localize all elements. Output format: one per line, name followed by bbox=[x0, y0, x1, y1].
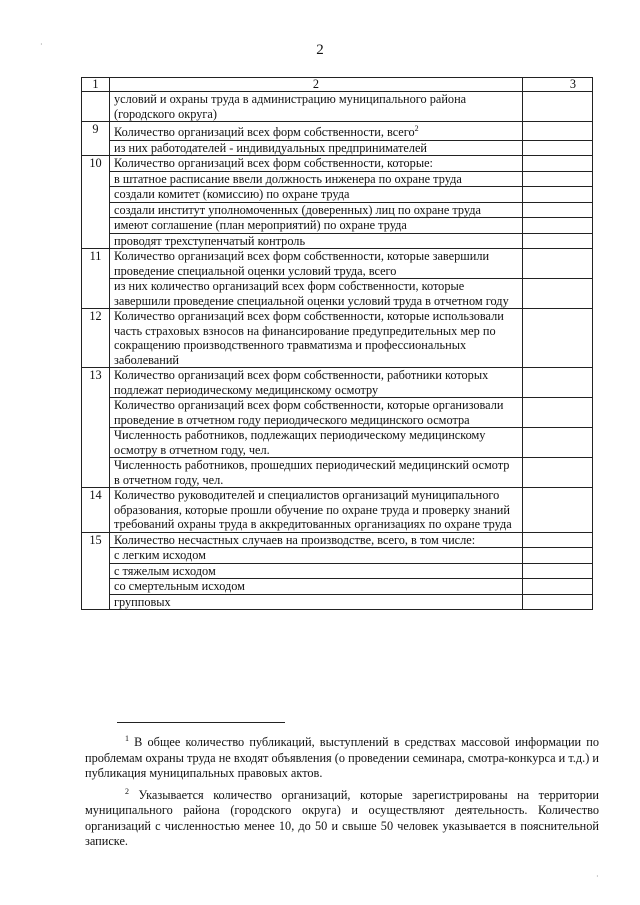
footnote-1 bbox=[85, 731, 599, 782]
footnote-text: Указывается количество организаций, которые зарегистрированы на территории муниципального района (городского округа) и осуществляют деятельность. Количество организаций с численностью менее 10, до 50 и свыше 50 человек указывается в пояснительной записке. bbox=[85, 787, 599, 849]
row-text-content: в штатное расписание ввели должность инженера по охране труда bbox=[114, 171, 462, 186]
table-row bbox=[82, 249, 593, 279]
row-text-content: Количество организаций всех форм собственности, которые завершили проведение специальной оценки условий труда, всего bbox=[114, 249, 490, 278]
row-text-content: из них работодателей - индивидуальных предпринимателей bbox=[114, 140, 427, 155]
report-table bbox=[81, 77, 593, 610]
row-text bbox=[110, 579, 523, 595]
row-text-content: Численность работников, подлежащих периодическому медицинскому осмотру в отчетном году, чел. bbox=[114, 428, 486, 457]
row-text-content: имеют соглашение (план мероприятий) по охране труда bbox=[114, 218, 407, 233]
row-text bbox=[110, 92, 523, 122]
row-value bbox=[523, 579, 593, 595]
row-value bbox=[523, 309, 593, 368]
table-row bbox=[82, 171, 593, 187]
footnote-text: В общее количество публикаций, выступлений в средствах массовой информации по проблемам охраны труда не входят объявления (о проведении семинара, смотра-конкурса и т.д.) и публикация муниципальных правовых актов. bbox=[85, 735, 599, 781]
row-text bbox=[110, 398, 523, 428]
row-value bbox=[523, 92, 593, 122]
table-row bbox=[82, 92, 593, 122]
row-number: 15 bbox=[82, 532, 110, 610]
row-text bbox=[110, 563, 523, 579]
page-number: 2 bbox=[316, 42, 324, 58]
row-value bbox=[523, 458, 593, 488]
row-text-content: Количество несчастных случаев на производстве, всего, в том числе: bbox=[114, 532, 476, 547]
table-row bbox=[82, 202, 593, 218]
row-value bbox=[523, 122, 593, 141]
row-text bbox=[110, 187, 523, 203]
row-text bbox=[110, 458, 523, 488]
row-text bbox=[110, 140, 523, 156]
row-text-content: из них количество организаций всех форм собственности, которые завершили проведение специальной оценки условий труда в отчетном году bbox=[114, 279, 509, 308]
table-body bbox=[82, 92, 593, 610]
header-col-1: 1 bbox=[82, 78, 110, 92]
footnote-mark: 1 bbox=[125, 734, 129, 743]
row-text bbox=[110, 428, 523, 458]
row-text bbox=[110, 249, 523, 279]
table-header-row bbox=[82, 78, 593, 92]
row-value bbox=[523, 594, 593, 610]
row-text-content: Количество организаций всех форм собственности, которые использовали часть страховых взносов на финансирование предупредительных мер по сокращению производственного травматизма и профессиональных заболеваний bbox=[114, 309, 504, 367]
row-value bbox=[523, 249, 593, 279]
header-col-3: 3 bbox=[523, 78, 593, 92]
row-text bbox=[110, 202, 523, 218]
row-text bbox=[110, 309, 523, 368]
row-text-content: Количество организаций всех форм собственности, которые: bbox=[114, 156, 433, 171]
row-value bbox=[523, 563, 593, 579]
row-text-content: Численность работников, прошедших периодический медицинский осмотр в отчетном году, чел. bbox=[114, 458, 510, 487]
row-value bbox=[523, 202, 593, 218]
row-number: 10 bbox=[82, 156, 110, 249]
footnote-divider bbox=[117, 722, 285, 723]
row-value bbox=[523, 218, 593, 234]
row-text bbox=[110, 171, 523, 187]
row-text bbox=[110, 233, 523, 249]
row-value bbox=[523, 187, 593, 203]
row-value bbox=[523, 233, 593, 249]
row-number: 14 bbox=[82, 488, 110, 533]
row-value bbox=[523, 532, 593, 548]
table-row bbox=[82, 594, 593, 610]
row-number: 9 bbox=[82, 122, 110, 156]
table-row bbox=[82, 156, 593, 172]
row-text bbox=[110, 532, 523, 548]
table-row bbox=[82, 218, 593, 234]
row-text bbox=[110, 122, 523, 141]
table-row bbox=[82, 122, 593, 141]
row-text-content: Количество организаций всех форм собственности, всего bbox=[114, 125, 415, 140]
footnote-2 bbox=[85, 784, 599, 850]
table-row bbox=[82, 563, 593, 579]
row-number bbox=[82, 92, 110, 122]
table-row bbox=[82, 548, 593, 564]
scan-speck: · bbox=[596, 872, 599, 881]
table-row bbox=[82, 309, 593, 368]
row-number: 13 bbox=[82, 368, 110, 488]
table-row bbox=[82, 368, 593, 398]
row-text-content: Количество руководителей и специалистов организаций муниципального образования, которые прошли обучение по охране труда и проверку знаний требований охраны труда в аккредитованных организациях по охране труда bbox=[114, 488, 512, 532]
row-text bbox=[110, 218, 523, 234]
row-text-content: Количество организаций всех форм собственности, работники которых подлежат периодическому медицинскому осмотру bbox=[114, 368, 489, 397]
row-number: 12 bbox=[82, 309, 110, 368]
table-row bbox=[82, 488, 593, 533]
table-row bbox=[82, 140, 593, 156]
row-text bbox=[110, 548, 523, 564]
row-text bbox=[110, 368, 523, 398]
table-row bbox=[82, 579, 593, 595]
row-value bbox=[523, 171, 593, 187]
row-number: 11 bbox=[82, 249, 110, 309]
row-value bbox=[523, 488, 593, 533]
row-text-content: создали комитет (комиссию) по охране труда bbox=[114, 187, 350, 202]
row-text-content: проводят трехступенчатый контроль bbox=[114, 233, 306, 248]
table-row bbox=[82, 532, 593, 548]
table-row bbox=[82, 233, 593, 249]
row-value bbox=[523, 368, 593, 398]
row-text bbox=[110, 488, 523, 533]
row-text-content: Количество организаций всех форм собственности, которые организовали проведение в отчетном году периодического медицинского осмотра bbox=[114, 398, 504, 427]
table-row bbox=[82, 428, 593, 458]
footnote-mark: 2 bbox=[125, 786, 129, 796]
row-value bbox=[523, 140, 593, 156]
footnotes bbox=[85, 731, 599, 852]
row-value bbox=[523, 548, 593, 564]
row-text-content: с тяжелым исходом bbox=[114, 563, 216, 578]
row-text-content: создали институт уполномоченных (доверенных) лиц по охране труда bbox=[114, 202, 482, 217]
row-value bbox=[523, 428, 593, 458]
row-text-content: с легким исходом bbox=[114, 548, 206, 563]
row-text bbox=[110, 156, 523, 172]
table-row bbox=[82, 398, 593, 428]
table-row bbox=[82, 458, 593, 488]
header-col-2: 2 bbox=[110, 78, 523, 92]
row-text-content: со смертельным исходом bbox=[114, 579, 245, 594]
footnote-reference: 2 bbox=[414, 124, 419, 133]
row-text-content: условий и охраны труда в администрацию муниципального района (городского округа) bbox=[114, 92, 467, 121]
row-value bbox=[523, 398, 593, 428]
row-text bbox=[110, 279, 523, 309]
row-value bbox=[523, 156, 593, 172]
row-text-content: групповых bbox=[114, 594, 171, 609]
table-row bbox=[82, 279, 593, 309]
row-value bbox=[523, 279, 593, 309]
scan-speck: · bbox=[40, 40, 43, 49]
row-text bbox=[110, 594, 523, 610]
table-row bbox=[82, 187, 593, 203]
